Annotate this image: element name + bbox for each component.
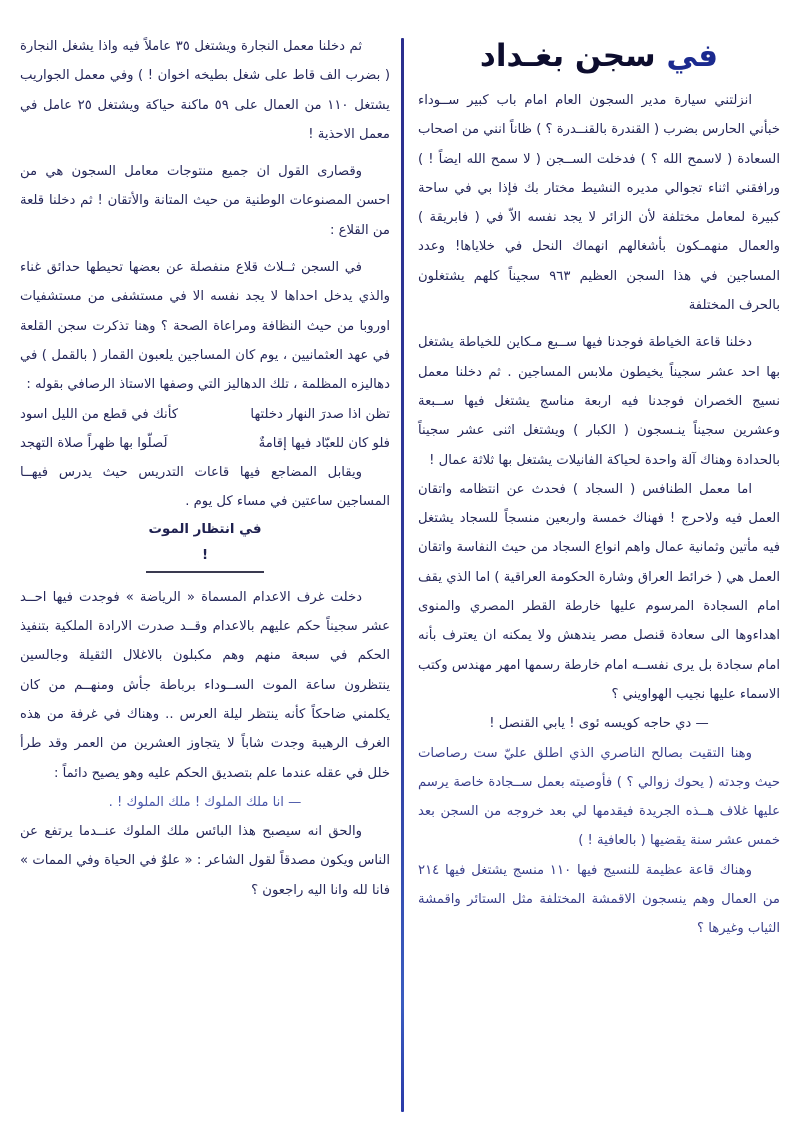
poem-hemistich-second: لَصلّوا بها ظهراً صلاة التهجد xyxy=(20,435,168,451)
right-paragraph-weaving-hall: وهناك قاعة عظيمة للنسيج فيها ١١٠ منسج يشتغل فيها ٢١٤ من العمال وهم ينسجون الاقمشة المختلفة مثل الستائر واقمشة الثياب وغيرها ؟ xyxy=(418,862,780,937)
poem-verses xyxy=(20,400,390,459)
right-paragraph-nasiri: وهنا التقيت بصالح الناصري الذي اطلق عليّ ست رصاصات حيث وجدته ( يحوك زوالي ؟ ) فأوصيته بعمل ســجادة خاصة يرسم عليها غلاف هــذه الجريدة فيقدمها لي بعد خروجه من السجن بعد خمس عشر سنة يقضيها ( بالعافية ! ) xyxy=(418,745,780,849)
poem-hemistich-first: تظن اذا صدرَ النهار دخلتها xyxy=(250,406,390,422)
left-paragraph-carpentry: ثم دخلنا معمل النجارة ويشتغل ٣٥ عاملاً فيه واذا يشغل النجارة ( بضرب الف قاط على شغل بطيخه اخوان ! ) وفي معمل الجواريب يشتغل ١١٠ من العمال على ٥٩ ماكنة حياكة ويشتغل ٢٥ عامل في معمل الاحذية ! xyxy=(20,39,390,142)
right-paragraph-tailoring: دخلنا قاعة الخياطة فوجدنا فيها ســبع مـكاين للخياطة يشتغل بها احد عشر سجيناً يخيطون ملابس المساجين . ثم دخلنا معمل نسيج الخصران فوجدنا فيه اربعة مناسج يشتغل فيها ســبعة وعشرين سجيناً ينـسجون ( الكبار ) ويشتغل اثنى عشر سجيناً بالحدادة وهناك آلة واحدة لحياكة الفانيلات يشتغل بها ثلاثة عمال ! xyxy=(418,335,780,468)
left-paragraph-castles: في السجن ثــلاث قلاع منفصلة عن بعضها تحيطها حدائق غناء والذي يدخل احداها لا يجد نفسه الا في مستشفى من مستشفيات اوروبا من حيث النظافة ومراعاة الصحة ؟ وهنا تذكرت سجن القلعة في عهد العثمانيين ، يوم كان المساجين يلعبون القمار ( بالقمل ) في دهاليزه المظلمة ، تلك الدهاليز التي وصفها الاستاذ الرصافي بقوله : xyxy=(20,260,390,393)
headline-rest: سجن بغـداد xyxy=(479,38,656,74)
section-subheading: في انتظار الموت ! xyxy=(146,517,264,573)
right-dialogue-line: — دي حاجه كويسه ئوى ! يابي القنصل ! xyxy=(489,716,709,732)
right-paragraph-intro: انزلتني سيارة مدير السجون العام امام باب كبير ســوداء خبأني الحارس بضرب ( القندرة بالقنــدرة ؟ ) ظاناً انني من اصحاب السعادة ( لاسمح الله ؟ ) فدخلت الســجن ( لا سمح الله ايضاً ! ) ورافقني اثناء تجوالي مديره النشيط مختار بك فإذا بي في ساحة كبيرة لمعامل مختلفة لأن الزائر لا يجد نفسه الاّ في ( فابريقة ) والعمال منهمـكون بأشغالهم انهماك النحل في خلاياها! وعدد المساجين في هذا السجن العظيم ٩٦٣ سجيناً كلهم يشتغلون بالحرف المختلفة xyxy=(418,93,780,314)
headline-word-fi: في xyxy=(666,38,719,74)
left-column xyxy=(20,32,390,905)
article-headline xyxy=(418,36,780,76)
right-column xyxy=(418,30,780,944)
left-paragraph-execution-rooms: دخلت غرف الاعدام المسماة « الرياضة » فوجدت فيها احــد عشر سجيناً حكم عليهم بالاعدام وقــد صدرت الارادة الملكية بتنفيذ الحكم في سبعة منهم وهم مكبلون بالاغلال الثقيلة وجالسين ينتظرون ساعة الموت الســوداء برباطة جأش ومنهــم من كان يكلمني ضاحكاً كأنه ينتظر ليلة العرس .. وهناك في غرفة من هذه الغرف الرهيبة وجدت شاباً لا يتجاوز العشرين من العمر وقد طرأ خلل في عقله عندما علم بتصديق الحكم عليه وهو يصيح دائماً : xyxy=(20,589,390,781)
right-paragraph-carpets: اما معمل الطنافس ( السجاد ) فحدث عن انتظامه واتقان العمل فيه ولاحرج ! فهناك خمسة واربعين منسجاً للسجاد يشتغل فيه مأتين وثمانية عمال واهم انواع السجاد من حيث النفاسة واتقان العمل هي ( خرائط العراق وشارة الحكومة العراقية ) اما الذي يقف امام السجادة المرسوم عليها خارطة القطر المصري والمنوى اهداءوها الى سعادة قنصل مصر يندهش ولا يمكنه ان يعترف بأنه امام سجادة بل يرى نفســه امام خارطة رسمها امهر مهندس وكتب الاسماء عليها نجيب الهواويني ؟ xyxy=(418,481,780,702)
left-paragraph-classes: ويقابل المضاجع فيها قاعات التدريس حيث يدرس فيهــا المساجين ساعتين في مساء كل يوم . xyxy=(20,465,390,510)
poem-verse xyxy=(20,429,390,458)
left-paragraph-closing: والحق انه سيصبح هذا البائس ملك الملوك عنــدما يرتفع عن الناس ويكون مصدقاً لقول الشاعر : « علوٌ في الحياة وفي الممات » فانا لله وانا اليه راجعون ؟ xyxy=(20,824,390,898)
column-divider xyxy=(401,38,404,1112)
poem-hemistich-second: كأنك في قطع من الليل اسود xyxy=(20,406,178,422)
left-paragraph-summary: وقصارى القول ان جميع منتوجات معامل السجون هي من احسن المصنوعات الوطنية من حيث المتانة والأتقان ! ثم دخلنا قلعة من القلاع : xyxy=(20,164,390,238)
poem-hemistich-first: فلو كان للعبّاد فيها إقامةٌ xyxy=(258,435,390,451)
poem-verse xyxy=(20,400,390,429)
left-dialogue-line: — انا ملك الملوك ! ملك الملوك ! . xyxy=(108,794,302,810)
